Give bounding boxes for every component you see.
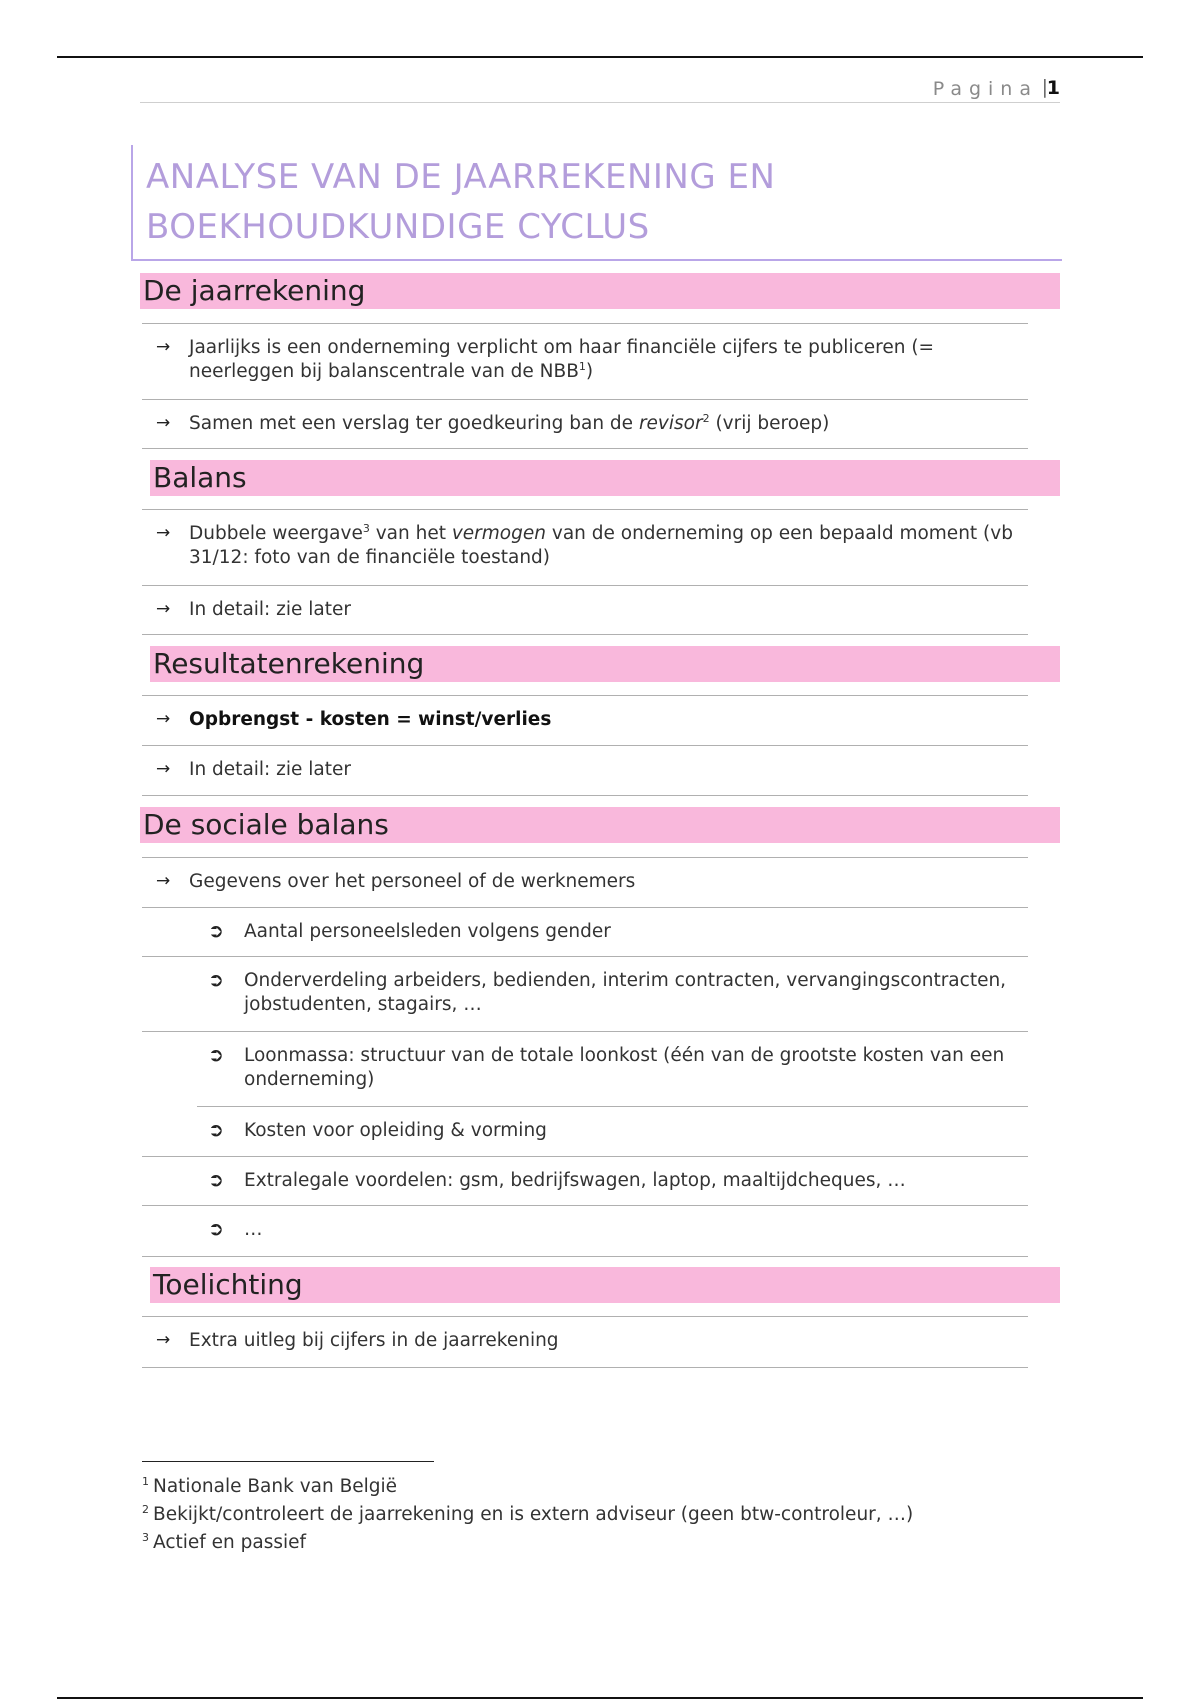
list-item [142,956,1028,1032]
item-text: In detail: zie later [189,599,352,620]
sub-arrow-icon: ➲ [208,1044,224,1066]
footnote-ref[interactable]: 3 [362,521,370,535]
item-text: Extralegale voordelen: gsm, bedrijfswagen, laptop, maaltijdcheques, … [244,1170,906,1191]
list-item [142,745,1028,796]
arrow-icon: → [156,599,171,619]
sub-arrow-icon: ➲ [208,1218,224,1240]
item-text: In detail: zie later [189,759,352,780]
page-label: Pagina [932,78,1038,100]
item-text: Samen met een verslag ter goedkeuring ban de revisor$^2$ (vrij beroep) [189,411,830,434]
section-heading-sociale-balans [140,807,1060,843]
title-line-1: ANALYSE VAN DE JAARREKENING EN [146,157,776,197]
section-title: Resultatenrekening [153,647,425,680]
page-separator: | [1041,76,1048,98]
page-number: 1 [1046,77,1060,99]
section-heading-jaarrekening [140,273,1060,309]
section-title: De sociale balans [143,808,389,841]
arrow-icon: → [156,709,171,729]
document-title [131,145,1062,261]
sub-arrow-icon: ➲ [208,1169,224,1191]
list-item [142,907,1028,957]
arrow-icon: → [156,413,171,433]
item-text: Jaarlijks is een onderneming verplicht om haar financiële cijfers te publiceren (= neerleggen bij balanscentrale van de NBB$^1$) [189,337,935,382]
item-text: Extra uitleg bij cijfers in de jaarrekening [189,1330,559,1351]
arrow-icon: → [156,337,171,357]
list-item [142,1316,1028,1368]
list-item [142,695,1028,746]
section-title: Balans [153,461,247,494]
footnote-3: $^3$ Actief en passief [142,1530,307,1553]
section-heading-resultatenrekening [150,646,1060,682]
arrow-icon: → [156,759,171,779]
item-text: Aantal personeelsleden volgens gender [244,921,611,942]
bottom-rule [57,1697,1143,1699]
section-title: De jaarrekening [143,274,366,307]
arrow-icon: → [156,523,171,543]
title-line-2: BOEKHOUDKUNDIGE CYCLUS [146,207,650,247]
footnote-separator [142,1461,434,1462]
list-item [142,1106,1028,1157]
item-text: Onderverdeling arbeiders, bedienden, interim contracten, vervangingscontracten, jobstudenten, stagairs, … [244,970,1007,1015]
item-text: … [244,1219,263,1240]
item-text: Loonmassa: structuur van de totale loonkost (één van de grootste kosten van een onderneming) [244,1045,1005,1090]
list-item [142,1031,1028,1107]
section-heading-balans [150,460,1060,496]
item-text: Kosten voor opleiding & vorming [244,1120,547,1141]
list-item [142,857,1028,908]
list-item [142,585,1028,635]
list-item [142,1205,1028,1257]
section-title: Toelichting [153,1268,303,1301]
sub-arrow-icon: ➲ [208,1119,224,1141]
footnote-ref[interactable]: 2 [702,411,710,425]
item-text: Opbrengst - kosten = winst/verlies [189,709,552,730]
row-gap [142,1106,197,1108]
footnote-ref[interactable]: 1 [578,359,586,373]
list-item [142,509,1028,586]
footnote-2: $^2$ Bekijkt/controleert de jaarrekening en is extern adviseur (geen btw-controleur, …) [142,1502,914,1525]
list-item [142,1156,1028,1206]
footnote-1: $^1$ Nationale Bank van België [142,1474,398,1497]
arrow-icon: → [156,1330,171,1350]
item-text: Dubbele weergave$^3$ van het vermogen van de onderneming op een bepaald moment (vb 31/12: foto van de financiële toestand) [189,521,1013,568]
list-item [142,399,1028,449]
arrow-icon: → [156,871,171,891]
sub-arrow-icon: ➲ [208,920,224,942]
list-item [142,323,1028,400]
item-text: Gegevens over het personeel of de werknemers [189,871,636,892]
page-header [140,72,1060,103]
section-heading-toelichting [150,1267,1060,1303]
sub-arrow-icon: ➲ [208,969,224,991]
top-rule [57,56,1143,58]
